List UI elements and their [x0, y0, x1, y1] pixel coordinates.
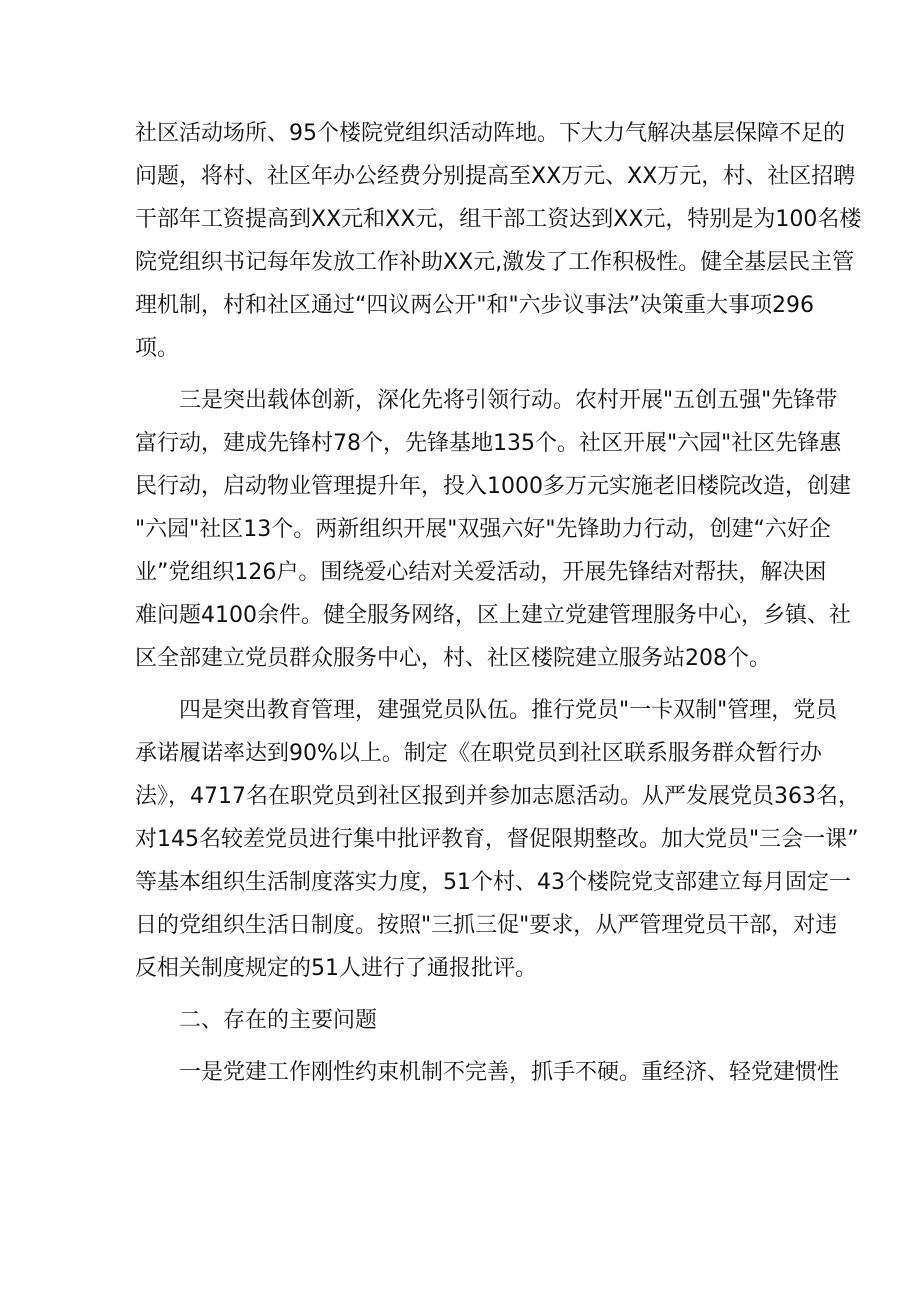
text-line: 理机制，村和社区通过“四议两公开"和"六步议事法”决策重大事项296 [135, 293, 815, 318]
text-line: 富行动，建成先锋村78个，先锋基地135个。社区开展"六园"社区先锋惠 [135, 431, 842, 456]
document-body [135, 112, 862, 1094]
section-heading: 二、存在的主要问题 [179, 1008, 378, 1033]
text-line: 四是突出教育管理，建强党员队伍。推行党员"一卡双制"管理，党员 [179, 698, 838, 723]
text-line: 干部年工资提高到XX元和XX元，组干部工资达到XX元，特别是为100名楼 [135, 207, 862, 232]
paragraph-gap [135, 370, 785, 379]
text-line: 三是突出载体创新，深化先将引领行动。农村开展"五创五强"先锋带 [179, 388, 838, 413]
paragraph-gap [135, 680, 785, 689]
paragraph-problem-one [135, 1051, 840, 1094]
text-line: 院党组织书记每年发放工作补助XX元,激发了工作积极性。健全基层民主管 [135, 250, 855, 275]
text-line: 项。 [135, 336, 180, 361]
section-heading-main-problems [135, 999, 785, 1042]
text-line: 一是党建工作刚性约束机制不完善，抓手不硬。重经济、轻党建惯性 [179, 1060, 840, 1085]
paragraph-carrier-innovation [135, 379, 851, 680]
text-line: 法》，4717名在职党员到社区报到并参加志愿活动。从严发展党员363名， [135, 784, 860, 809]
text-line: 等基本组织生活制度落实力度，51个村、43个楼院党支部建立每月固定一 [135, 870, 851, 895]
text-line: 区全部建立党员群众服务中心，村、社区楼院建立服务站208个。 [135, 646, 771, 671]
text-line: "六园"社区13个。两新组织开展"双强六好"先锋助力行动，创建“六好企 [135, 517, 831, 542]
text-line: 日的党组织生活日制度。按照"三抓三促"要求，从严管理党员干部，对违 [135, 913, 838, 938]
paragraph-education-management [135, 689, 860, 990]
paragraph-grassroots-guarantee [135, 112, 862, 370]
text-line: 民行动，启动物业管理提升年，投入1000多万元实施老旧楼院改造，创建 [135, 474, 851, 499]
text-line: 对145名较差党员进行集中批评教育，督促限期整改。加大党员"三会一课” [135, 827, 859, 852]
text-line: 社区活动场所、95个楼院党组织活动阵地。下大力气解决基层保障不足的 [135, 121, 845, 146]
text-line: 难问题4100余件。健全服务网络，区上建立党建管理服务中心，乡镇、社 [135, 603, 851, 628]
text-line: 问题，将村、社区年办公经费分别提高至XX万元、XX万元，村、社区招聘 [135, 164, 856, 189]
text-line: 业”党组织126户。围绕爱心结对关爱活动，开展先锋结对帮扶，解决困 [135, 560, 827, 585]
text-line: 承诺履诺率达到90%以上。制定《在职党员到社区联系服务群众暂行办 [135, 741, 822, 766]
text-line: 反相关制度规定的51人进行了通报批评。 [135, 956, 537, 981]
paragraph-gap [135, 1042, 785, 1051]
paragraph-gap [135, 990, 785, 999]
